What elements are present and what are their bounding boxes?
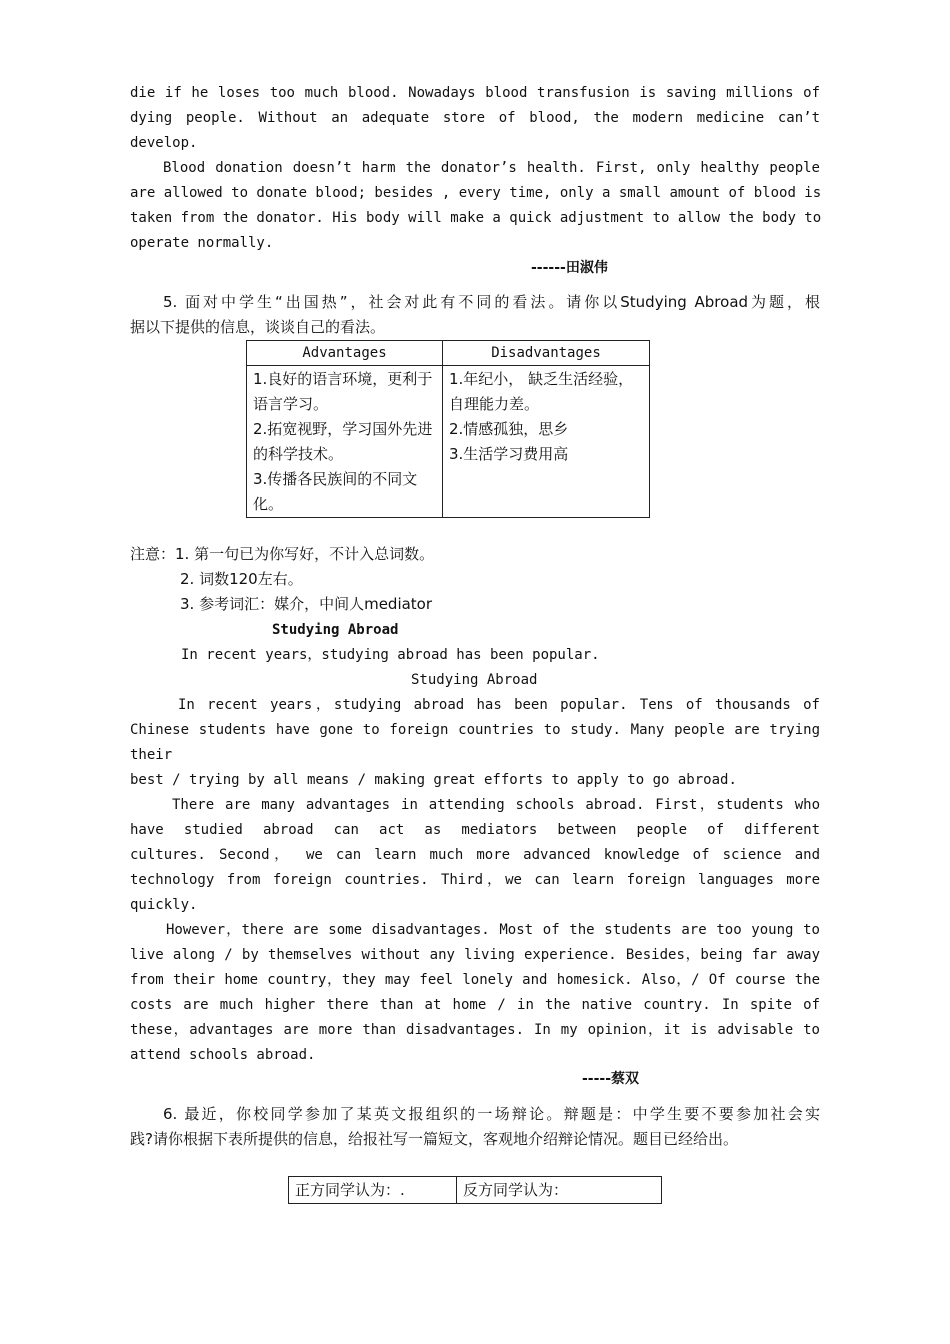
essay-line-12: from their home country，they may feel lonely and homesick. Also，/ Of course the: [130, 972, 820, 988]
blood-p2-line-3: taken from the donator. His body will make a quick adjustment to allow the body to: [130, 210, 822, 226]
essay-line-13: costs are much higher there than at home / in the native country. In spite of: [130, 997, 820, 1013]
q6-prompt-line-1: 6. 最近，你校同学参加了某英文报组织的一场辩论。辩题是：中学生要不要参加社会实: [163, 1105, 820, 1123]
essay-line-6: have studied abroad can act as mediators between people of different: [130, 822, 820, 838]
essay-line-8: technology from foreign countries. Third，we can learn foreign languages more: [130, 872, 820, 888]
advantages-cell: [247, 366, 443, 518]
blood-p1-line-2: dying people. Without an adequate store of blood, the modern medicine can’t: [130, 110, 820, 126]
signature-tian: ------田淑伟: [531, 260, 608, 276]
essay-title: Studying Abroad: [411, 672, 538, 688]
essay-line-14: these，advantages are more than disadvantages. In my opinion，it is advisable to: [130, 1022, 820, 1038]
disadvantage-item: 3.生活学习费用高: [449, 445, 569, 463]
blood-p1-line-3: develop.: [130, 135, 198, 151]
q6-prompt-line-2: 践?请你根据下表所提供的信息，给报社写一篇短文，客观地介绍辩论情况。题目已经给出。: [130, 1130, 738, 1148]
essay-line-2: Chinese students have gone to foreign countries to study. Many people are trying: [130, 722, 820, 738]
advantages-header: Advantages: [247, 341, 443, 366]
disadvantage-item: 1.年纪小， 缺乏生活经验，自理能力差。: [449, 370, 634, 413]
blood-p2-line-2: are allowed to donate blood; besides , every time, only a small amount of blood is: [130, 185, 822, 201]
essay-line-4: best / trying by all means / making great efforts to apply to go abroad.: [130, 772, 737, 788]
blood-p2-line-1: Blood donation doesn’t harm the donator’s health. First, only healthy people: [163, 160, 820, 176]
q5-prompt-line-2: 据以下提供的信息，谈谈自己的看法。: [130, 318, 386, 336]
q6-debate-table: [288, 1176, 662, 1204]
q5-advantages-table: [246, 340, 650, 518]
essay-line-1: In recent years，studying abroad has been popular. Tens of thousands of: [178, 697, 820, 713]
signature-cai: -----蔡双: [582, 1071, 640, 1087]
essay-line-15: attend schools abroad.: [130, 1047, 316, 1063]
essay-line-7: cultures. Second， we can learn much more advanced knowledge of science and: [130, 847, 820, 863]
q5-prompt-line-1: 5. 面对中学生“出国热”，社会对此有不同的看法。请你以Studying Abroad为题，根: [163, 293, 820, 311]
q5-note-1: 注意：1. 第一句已为你写好，不计入总词数。: [130, 545, 435, 563]
con-side-cell: 反方同学认为：: [457, 1177, 662, 1204]
disadvantage-item: 2.情感孤独，思乡: [449, 420, 569, 438]
essay-line-3: their: [130, 747, 173, 763]
essay-line-10: However，there are some disadvantages. Most of the students are too young to: [166, 922, 820, 938]
essay-line-5: There are many advantages in attending schools abroad. First，students who: [172, 797, 820, 813]
blood-p1-line-1: die if he loses too much blood. Nowadays blood transfusion is saving millions of: [130, 85, 820, 101]
blood-p2-line-4: operate normally.: [130, 235, 274, 251]
disadvantages-cell: [443, 366, 650, 518]
q5-note-2: 2. 词数120左右。: [180, 570, 303, 588]
advantage-item: 1.良好的语言环境，更利于语言学习。: [253, 370, 433, 413]
disadvantages-header: Disadvantages: [443, 341, 650, 366]
essay-line-11: live along / by themselves without any living experience. Besides，being far away: [130, 947, 820, 963]
advantage-item: 3.传播各民族间的不同文化。: [253, 470, 418, 513]
q5-first-sentence: In recent years，studying abroad has been popular.: [181, 647, 600, 663]
advantage-item: 2.拓宽视野，学习国外先进的科学技术。: [253, 420, 433, 463]
pro-side-cell: 正方同学认为：.: [289, 1177, 457, 1204]
q5-title-bold: Studying Abroad: [272, 622, 399, 638]
essay-line-9: quickly.: [130, 897, 198, 913]
q5-note-3: 3. 参考词汇：媒介，中间人mediator: [180, 595, 433, 613]
